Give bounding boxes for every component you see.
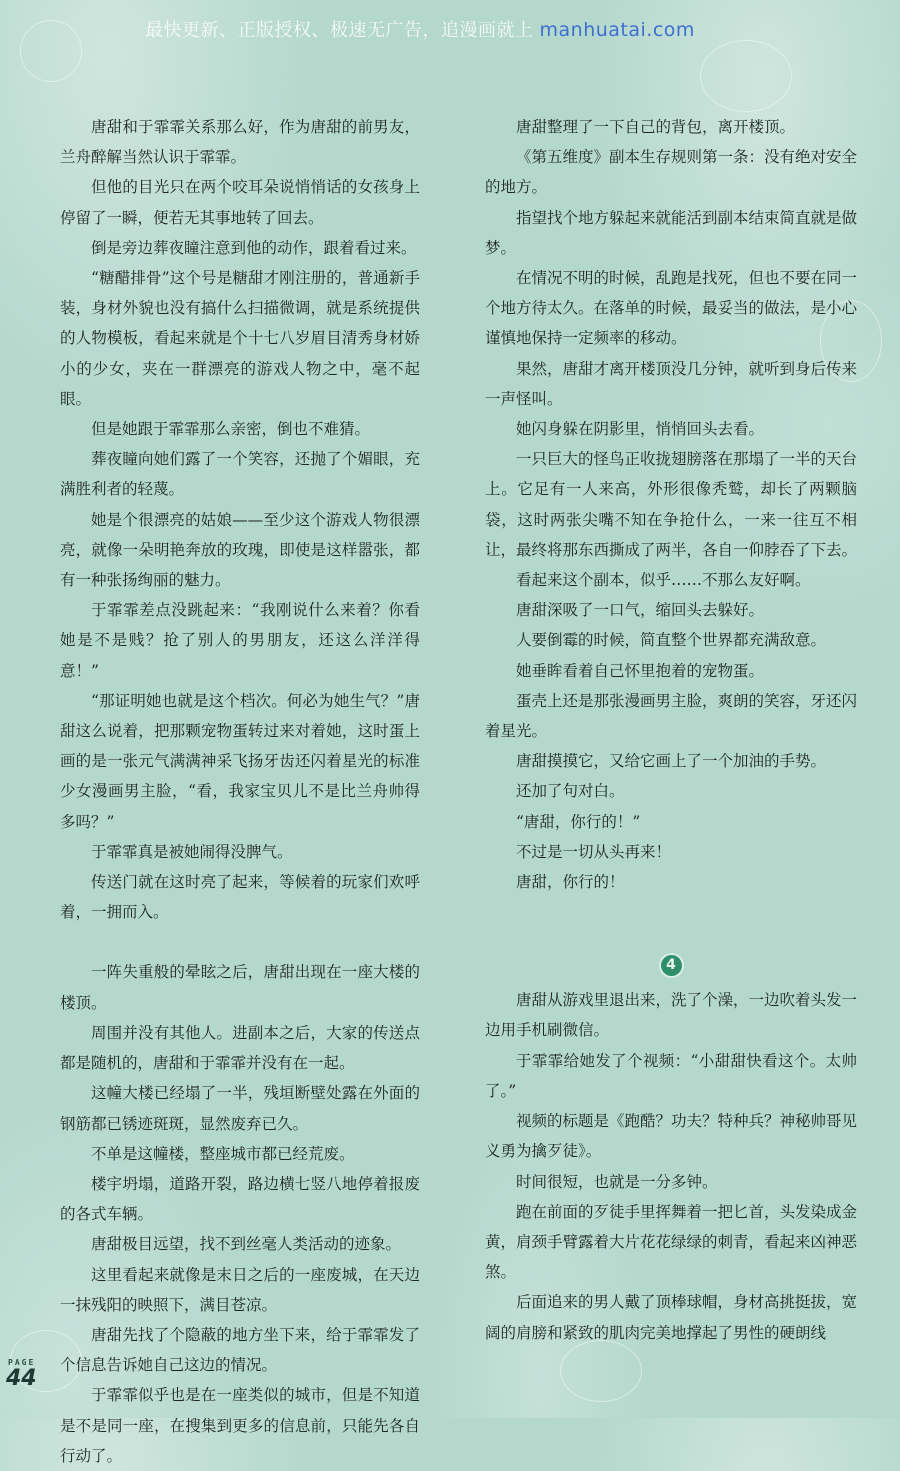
- background-flower-ornament: [20, 20, 82, 82]
- paragraph: 不过是一切从头再来！: [516, 842, 672, 861]
- paragraph: 但是她跟于霏霏那么亲密，倒也不难猜。: [91, 420, 371, 439]
- paragraph: 人要倒霉的时候，简直整个世界都充满敌意。: [516, 631, 827, 650]
- paragraph: 唐甜先找了个隐蔽的地方坐下来，给于霏霏发了个信息告诉她自己这边的情况。: [60, 1325, 420, 1375]
- paragraph: 视频的标题是《跑酷？功夫？特种兵？神秘帅哥见义勇为擒歹徒》。: [485, 1112, 858, 1161]
- watermark-text: 最快更新、正版授权、极速无广告，追漫画就上: [145, 20, 534, 41]
- paragraph: 一只巨大的怪鸟正收拢翅膀落在那塌了一半的天台上。它足有一人来高，外形很像秃鹫，却长了两颗脑袋，这时两张尖嘴不知在争抢什么，一来一往互不相让，最终将那东西撕成了两半，各自一仰脖吞了下去。: [485, 450, 858, 559]
- watermark-banner: [145, 16, 845, 40]
- paragraph: 这里看起来就像是末日之后的一座废城，在天边一抹残阳的映照下，满目苍凉。: [60, 1265, 420, 1314]
- paragraph: 于霏霏差点没跳起来：“我刚说什么来着？你看她是不是贱？抢了别人的男朋友，还这么洋洋得意！”: [60, 601, 420, 680]
- background-flower-ornament: [560, 1340, 642, 1402]
- paragraph: 唐甜从游戏里退出来，洗了个澡，一边吹着头发一边用手机刷微信。: [485, 991, 858, 1040]
- paragraph: 她闪身躲在阴影里，悄悄回头去看。: [516, 420, 765, 439]
- paragraph: 楼宇坍塌，道路开裂，路边横七竖八地停着报废的各式车辆。: [60, 1174, 420, 1224]
- paragraph: 蛋壳上还是那张漫画男主脸，爽朗的笑容，牙还闪着星光。: [485, 691, 858, 741]
- paragraph: 唐甜整理了一下自己的背包，离开楼顶。: [516, 118, 796, 136]
- section-break: [485, 897, 857, 949]
- paragraph: 她垂眸看着自己怀里抱着的宠物蛋。: [516, 661, 765, 680]
- paragraph: 跑在前面的歹徒手里挥舞着一把匕首，头发染成金黄，肩颈手臂露着大片花花绿绿的刺青，看起来凶神恶煞。: [485, 1202, 858, 1282]
- paragraph: 于霏霏真是被她闹得没脾气。: [91, 842, 293, 861]
- section-number-marker: [485, 949, 857, 981]
- paragraph: 周围并没有其他人。进副本之后，大家的传送点都是随机的，唐甜和于霏霏并没有在一起。: [60, 1023, 420, 1073]
- paragraph: 后面追来的男人戴了顶棒球帽，身材高挑挺拔，宽阔的肩膀和紧致的肌肉完美地撑起了男性的硬朗线: [485, 1293, 858, 1342]
- paragraph: 葬夜瞳向她们露了一个笑容，还抛了个媚眼，充满胜利者的轻蔑。: [60, 450, 420, 499]
- paragraph: 指望找个地方躲起来就能活到副本结束简直就是做梦。: [485, 208, 858, 257]
- page-number: 44: [6, 1366, 37, 1391]
- left-column: [60, 112, 420, 1471]
- paragraph: 果然，唐甜才离开楼顶没几分钟，就听到身后传来一声怪叫。: [485, 359, 858, 408]
- paragraph: 唐甜极目远望，找不到丝毫人类活动的迹象。: [91, 1235, 402, 1254]
- right-column: [485, 112, 857, 1348]
- paragraph: 不单是这幢楼，整座城市都已经荒废。: [91, 1144, 355, 1163]
- paragraph: 唐甜摸摸它，又给它画上了一个加油的手势。: [516, 752, 827, 771]
- paragraph: “唐甜，你行的！”: [516, 812, 641, 831]
- paragraph: 她是个很漂亮的姑娘——至少这个游戏人物很漂亮，就像一朵明艳奔放的玫瑰，即使是这样嚣张，都有一种张扬绚丽的魅力。: [60, 510, 420, 590]
- paragraph: “糖醋排骨”这个号是糖甜才刚注册的，普通新手装，身材外貌也没有搞什么扫描微调，就是系统提供的人物模板，看起来就是个十七八岁眉目清秀身材娇小的少女，夹在一群漂亮的游戏人物之中，毫不起眼。: [60, 269, 420, 408]
- paragraph: 看起来这个副本，似乎……不那么友好啊。: [516, 571, 811, 590]
- paragraph: 这幢大楼已经塌了一半，残垣断壁处露在外面的钢筋都已锈迹斑斑，显然废弃已久。: [60, 1084, 420, 1133]
- paragraph: 在情况不明的时候，乱跑是找死，但也不要在同一个地方待太久。在落单的时候，最妥当的做法，是小心谨慎地保持一定频率的移动。: [485, 269, 858, 348]
- paragraph: 时间很短，也就是一分多钟。: [516, 1172, 718, 1191]
- paragraph: 传送门就在这时亮了起来，等候着的玩家们欢呼着，一拥而入。: [60, 873, 420, 922]
- paragraph: 《第五维度》副本生存规则第一条：没有绝对安全的地方。: [485, 148, 858, 197]
- paragraph: 但他的目光只在两个咬耳朵说悄悄话的女孩身上停留了一瞬，便若无其事地转了回去。: [60, 178, 420, 227]
- paragraph: 一阵失重般的晕眩之后，唐甜出现在一座大楼的楼顶。: [60, 963, 420, 1012]
- page-label: PAGE: [8, 1358, 36, 1367]
- paragraph: 唐甜，你行的！: [516, 873, 625, 892]
- paragraph: 唐甜和于霏霏关系那么好，作为唐甜的前男友，兰舟醉解当然认识于霏霏。: [60, 118, 420, 167]
- section-break: [60, 927, 420, 957]
- paragraph: 于霏霏似乎也是在一座类似的城市，但是不知道是不是同一座，在搜集到更多的信息前，只能先各自行动了。: [60, 1386, 420, 1465]
- paragraph: 还加了句对白。: [516, 782, 625, 801]
- paragraph: “那证明她也就是这个档次。何必为她生气？”唐甜这么说着，把那颗宠物蛋转过来对着她，这时蛋上画的是一张元气满满神采飞扬牙齿还闪着星光的标准少女漫画男主脸，“看，我家宝贝儿不是比兰舟帅得多吗？”: [60, 691, 420, 831]
- paragraph: 倒是旁边葬夜瞳注意到他的动作，跟着看过来。: [91, 238, 417, 257]
- paragraph: 唐甜深吸了一口气，缩回头去躲好。: [516, 601, 765, 620]
- section-number-icon: 4: [661, 955, 682, 976]
- paragraph: 于霏霏给她发了个视频：“小甜甜快看这个。太帅了。”: [485, 1051, 857, 1100]
- watermark-site: manhuatai.com: [539, 19, 695, 41]
- background-flower-ornament: [700, 40, 792, 112]
